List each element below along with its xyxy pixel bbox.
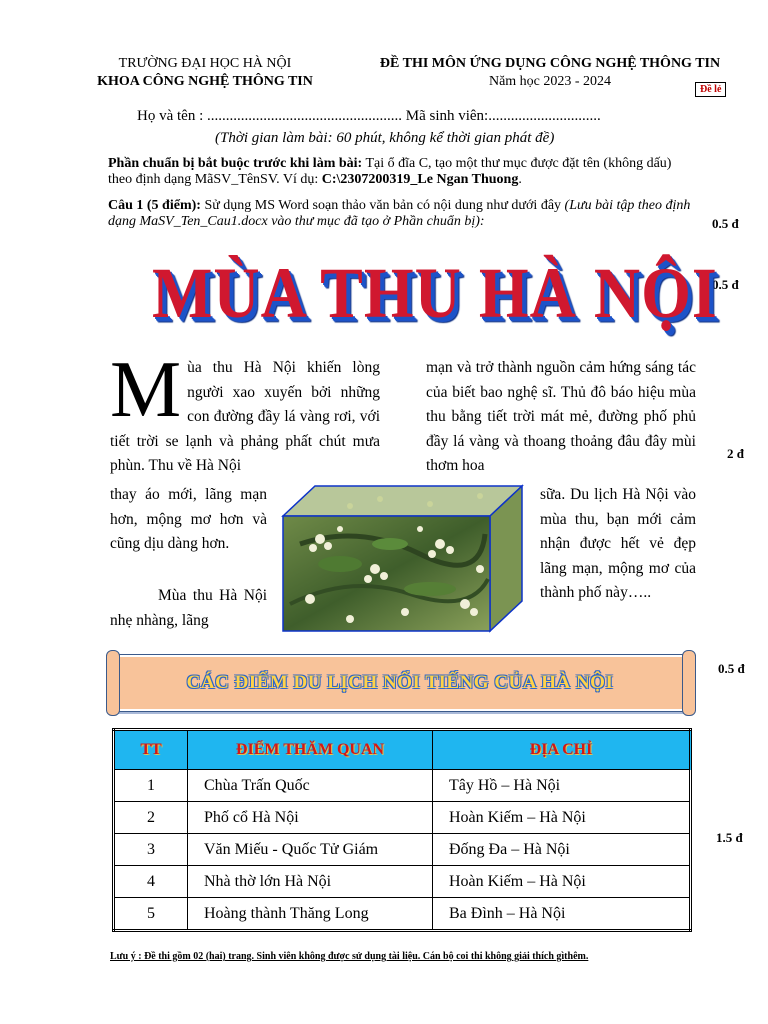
school-name: TRƯỜNG ĐẠI HỌC HÀ NỘI bbox=[118, 56, 292, 71]
prep-text: Tại ổ đĩa C, tạo một thư mục được đặt tên (không dấu) theo định dạng MãSV_TênSV. Ví dụ: bbox=[108, 156, 672, 187]
header-place: ĐIỂM THĂM QUAN bbox=[188, 730, 433, 770]
table-row: 3 Văn Miếu - Quốc Tử Giám Đống Đa – Hà Nội bbox=[114, 834, 691, 866]
prep-example: C:\2307200319_Le Ngan Thuong bbox=[321, 172, 519, 187]
header-tt: TT bbox=[114, 730, 188, 770]
footer-note: Lưu ý : Đề thi gồm 02 (hai) trang. Sinh viên không được sử dụng tài liệu. Cán bộ coi thi không giải thích gìthêm. bbox=[110, 951, 589, 962]
destinations-table bbox=[112, 728, 692, 932]
school-year: Năm học 2023 - 2024 bbox=[488, 74, 612, 89]
question-text: Sử dụng MS Word soạn thảo văn bản có nội dung như dưới đây bbox=[200, 198, 565, 213]
article-column-1-top bbox=[110, 346, 380, 486]
exam-title: ĐỀ THI MÔN ỨNG DỤNG CÔNG NGHỆ THÔNG TIN bbox=[379, 56, 721, 71]
score-2: 0.5 đ bbox=[712, 277, 739, 292]
flower-photo-cube bbox=[280, 484, 525, 634]
score-1: 0.5 đ bbox=[712, 216, 739, 231]
banner-scroll-left bbox=[106, 650, 120, 716]
article-column-2-top: mạn và trở thành nguồn cảm hứng sáng tác của biết bao nghệ sĩ. Thủ đô báo hiệu mùa thu bằng tiết trời mát mẻ, đường phố phủ đầy lá vàng và thoang thoảng đâu đây mùi thơm hoa bbox=[426, 359, 696, 474]
article-text-1-cont: thay áo mới, lãng mạn hơn, mộng mơ hơn và cũng dịu dàng hơn. bbox=[110, 486, 267, 552]
score-3: 2 đ bbox=[727, 446, 744, 461]
table-row: 4 Nhà thờ lớn Hà Nội Hoàn Kiếm – Hà Nội bbox=[114, 866, 691, 898]
dropcap-letter: M bbox=[110, 346, 182, 434]
prep-paragraph: Phần chuẩn bị bắt buộc trước khi làm bài: Tại ổ đĩa C, tạo một thư mục được đặt tên (không dấu) theo định dạng MãSV_TênSV. Ví dụ: C:\2307200319_Le Ngan Thuong. bbox=[108, 156, 672, 187]
question-label: Câu 1 (5 điểm): bbox=[108, 198, 201, 213]
table-header-row bbox=[114, 730, 691, 770]
article-text-1: ùa thu Hà Nội khiến lòng người xao xuyến bởi những con đường đầy lá vàng rơi, với tiết trời se lạnh và phảng phất chút mưa phùn. Thu về Hà Nội bbox=[110, 359, 380, 474]
exam-variant-badge: Đề lẻ bbox=[695, 82, 726, 97]
banner-scroll-right bbox=[682, 650, 696, 716]
wordart-title: MÙA THU HÀ NỘI bbox=[152, 253, 718, 333]
header-address: ĐỊA CHỈ bbox=[433, 730, 691, 770]
prep-label: Phần chuẩn bị bắt buộc trước khi làm bài: bbox=[108, 156, 363, 171]
banner-title: CÁC ĐIỂM DU LỊCH NỔI TIẾNG CỦA HÀ NỘI bbox=[186, 672, 614, 693]
time-note: (Thời gian làm bài: 60 phút, không kể thời gian phát đề) bbox=[215, 130, 555, 146]
article-column-1-bottom bbox=[110, 483, 267, 557]
faculty-name: KHOA CÔNG NGHỆ THÔNG TIN bbox=[97, 74, 313, 89]
question-paragraph bbox=[108, 198, 698, 230]
table-row: 1 Chùa Trấn Quốc Tây Hồ – Hà Nội bbox=[114, 770, 691, 802]
table-row: 2 Phố cổ Hà Nội Hoàn Kiếm – Hà Nội bbox=[114, 802, 691, 834]
school-header bbox=[80, 55, 330, 91]
article-column-1-para2: Mùa thu Hà Nội nhẹ nhàng, lãng bbox=[110, 587, 267, 629]
article-column-2-bottom: sữa. Du lịch Hà Nội vào mùa thu, bạn mới cảm nhận được hết vẻ đẹp lãng mạn, mộng mơ của thành phố này….. bbox=[540, 486, 696, 601]
section-banner bbox=[110, 654, 690, 712]
question-note: (Lưu bài tập theo định dạng MaSV_Ten_Cau1.docx vào thư mục đã tạo ở Phần chuẩn bị): bbox=[108, 198, 691, 229]
table-row: 5 Hoàng thành Thăng Long Ba Đình – Hà Nội bbox=[114, 898, 691, 931]
student-info-line: Họ và tên : .................................................... Mã sinh viên:.............................. bbox=[137, 108, 601, 124]
score-5: 1.5 đ bbox=[716, 830, 743, 845]
score-4: 0.5 đ bbox=[718, 661, 745, 676]
